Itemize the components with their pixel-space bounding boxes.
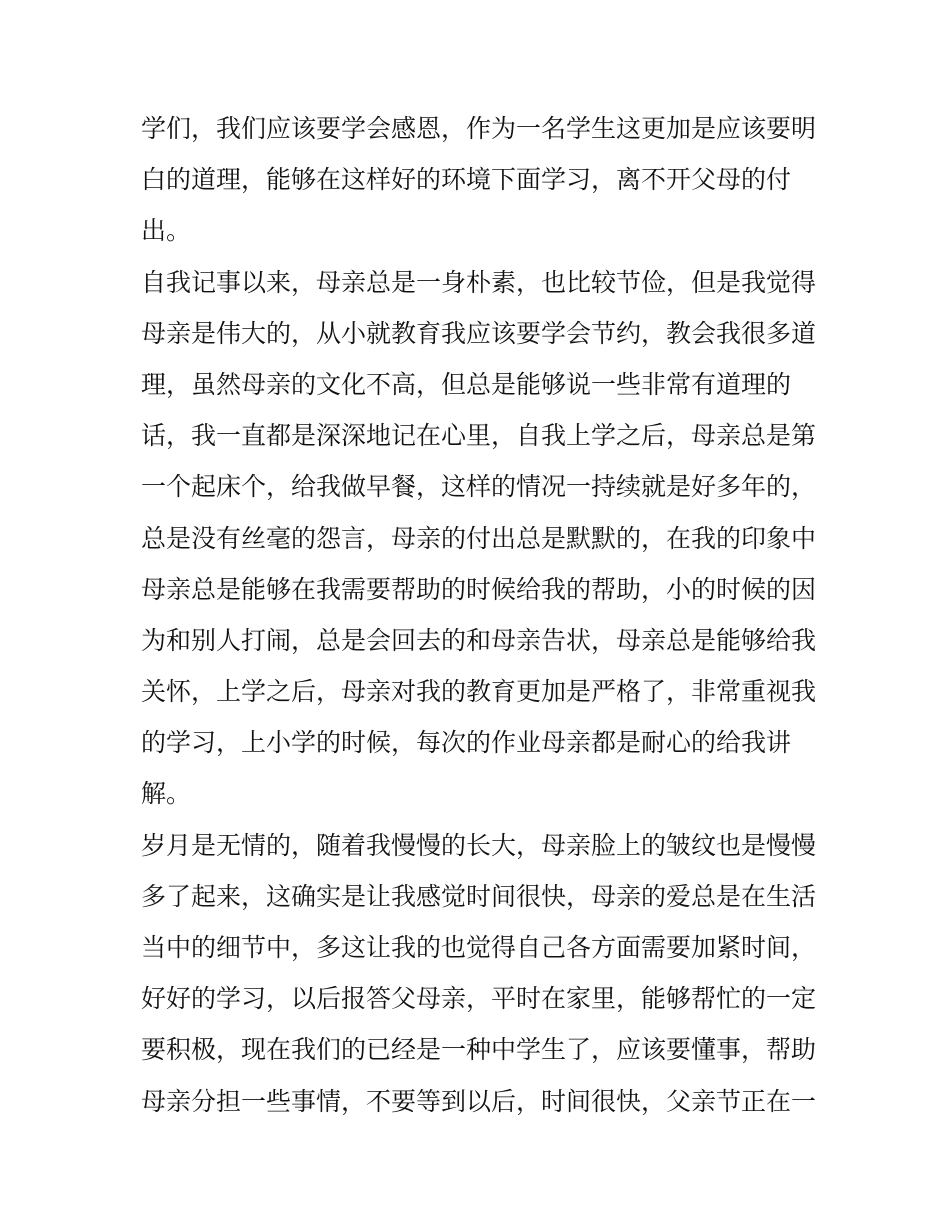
text-line: 当中的细节中，多这让我的也觉得自己各方面需要加紧时间， — [141, 933, 817, 962]
text-line: 岁月是无情的，随着我慢慢的长大，母亲脸上的皱纹也是慢慢 — [141, 830, 817, 860]
text-line: 母亲总是能够在我需要帮助的时候给我的帮助，小的时候的因 — [141, 574, 817, 604]
text-line: 关怀，上学之后，母亲对我的教育更加是严格了，非常重视我 — [141, 677, 817, 707]
text-line: 学们，我们应该要学会感恩，作为一名学生这更加是应该要明 — [141, 114, 817, 143]
text-line: 总是没有丝毫的怨言，母亲的付出总是默默的，在我的印象中 — [141, 523, 817, 553]
text-line: 多了起来，这确实是让我感觉时间很快，母亲的爱总是在生活 — [141, 881, 817, 911]
text-line: 话，我一直都是深深地记在心里，自我上学之后，母亲总是第 — [141, 421, 817, 451]
text-line: 一个起床个，给我做早餐，这样的情况一持续就是好多年的， — [141, 472, 817, 502]
text-line: 自我记事以来，母亲总是一身朴素，也比较节俭，但是我觉得 — [141, 267, 817, 297]
text-line: 理，虽然母亲的文化不高，但总是能够说一些非常有道理的 — [141, 369, 792, 399]
text-line: 为和别人打闹，总是会回去的和母亲告状，母亲总是能够给我 — [141, 625, 817, 655]
text-line: 出。 — [141, 216, 192, 246]
text-line: 解。 — [141, 779, 192, 809]
text-line: 白的道理，能够在这样好的环境下面学习，离不开父母的付 — [141, 165, 792, 195]
text-line: 母亲分担一些事情，不要等到以后，时间很快，父亲节正在一 — [141, 1086, 817, 1116]
text-line: 的学习，上小学的时候，每次的作业母亲都是耐心的给我讲 — [141, 728, 792, 758]
text-line: 好好的学习，以后报答父母亲，平时在家里，能够帮忙的一定 — [141, 984, 817, 1014]
text-line: 要积极，现在我们的已经是一种中学生了，应该要懂事，帮助 — [141, 1035, 817, 1065]
text-line: 母亲是伟大的，从小就教育我应该要学会节约，教会我很多道 — [141, 318, 817, 348]
document-body-text — [141, 103, 821, 1127]
